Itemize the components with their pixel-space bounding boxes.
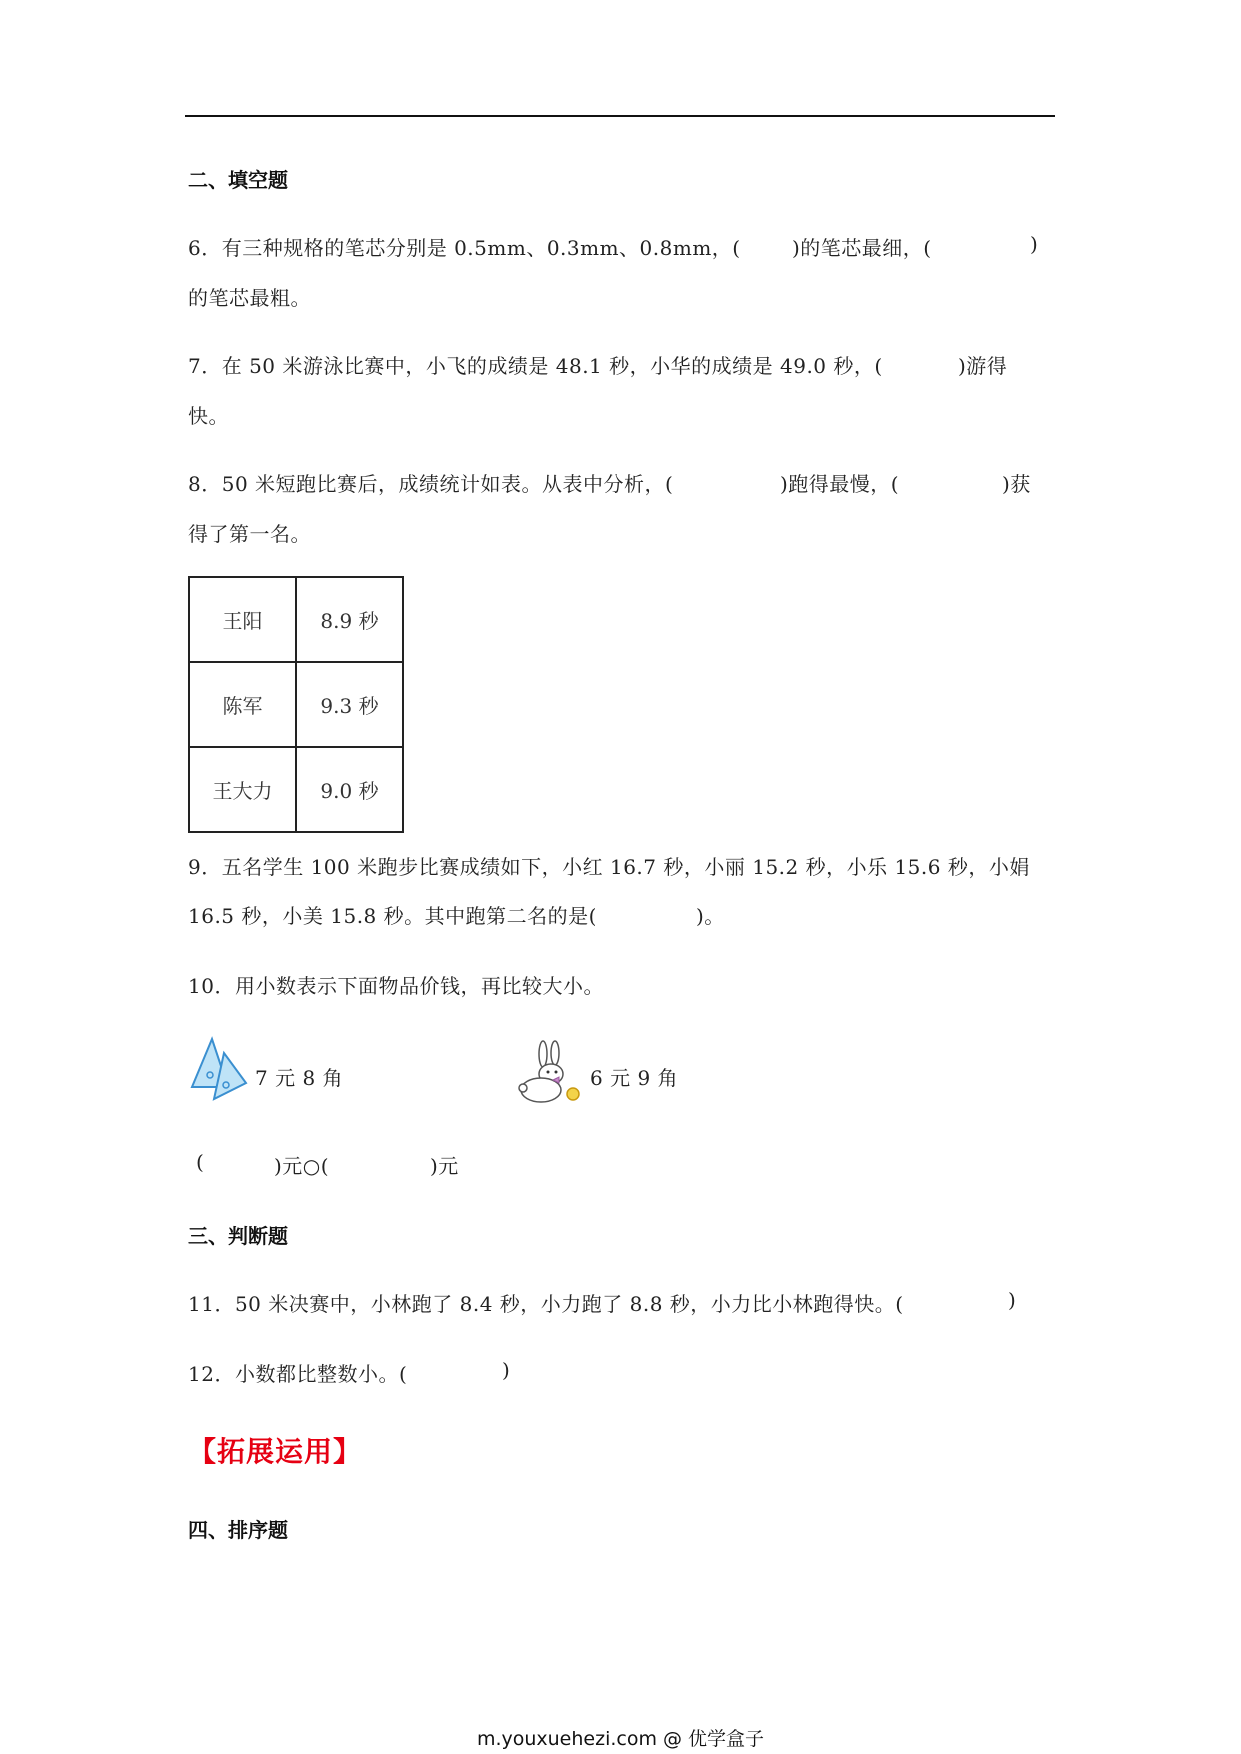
table-cell-time: 9.3 秒 [296,662,403,747]
table-row [189,662,403,747]
table-cell-name: 王阳 [189,577,296,662]
table-cell-name: 陈军 [189,662,296,747]
q10-line1: 10．用小数表示下面物品价钱，再比较大小。 [188,974,604,998]
q9-line2-part2: )。 [696,904,725,928]
section-extend-title: 【拓展运用】 [188,1435,363,1468]
q7-line1-part2: )游得 [958,354,1008,378]
q8-score-table [188,576,404,833]
q6-line1-part1: 6．有三种规格的笔芯分别是 0.5mm、0.3mm、0.8mm，( [188,236,741,260]
q8-line1-part1: 8．50 米短跑比赛后，成绩统计如表。从表中分析，( [188,472,674,496]
rabbit-toy-icon [515,1040,587,1106]
q8-line1-part3: )获 [1002,472,1031,496]
table-row [189,577,403,662]
q10-answer-part1: ( [196,1150,205,1174]
q7-line2: 快。 [188,404,229,428]
table-cell-time: 8.9 秒 [296,577,403,662]
q11-text: 11．50 米决赛中，小林跑了 8.4 秒，小力跑了 8.8 秒，小力比小林跑得快。( [188,1292,904,1316]
section-fill-blank-title: 二、填空题 [188,168,288,192]
q9-line2-part1: 16.5 秒，小美 15.8 秒。其中跑第二名的是( [188,904,597,928]
set-square-icon [190,1035,250,1101]
section-judge-title: 三、判断题 [188,1224,288,1248]
q10-answer-part3: )元 [430,1154,459,1178]
q8-line1-part2: )跑得最慢，( [780,472,900,496]
q11-text-close: ) [1008,1288,1017,1312]
table-cell-name: 王大力 [189,747,296,832]
q10-answer-part2: )元○( [274,1154,330,1178]
q6-line2: 的笔芯最粗。 [188,286,311,310]
table-row [189,747,403,832]
q6-line1-part2: )的笔芯最细，( [792,236,932,260]
section-sort-title: 四、排序题 [188,1518,288,1542]
q10-item1-price: 7 元 8 角 [255,1066,344,1090]
header-rule [185,115,1055,117]
table-cell-time: 9.0 秒 [296,747,403,832]
footer-watermark: m.youxuehezi.com @ 优学盒子 [476,1728,765,1750]
q10-item2-price: 6 元 9 角 [590,1066,679,1090]
q12-text: 12．小数都比整数小。( [188,1362,408,1386]
q12-text-close: ) [502,1358,511,1382]
q7-line1-part1: 7．在 50 米游泳比赛中，小飞的成绩是 48.1 秒，小华的成绩是 49.0 秒，( [188,354,883,378]
q8-line2: 得了第一名。 [188,522,311,546]
q9-line1: 9．五名学生 100 米跑步比赛成绩如下，小红 16.7 秒，小丽 15.2 秒，小乐 15.6 秒，小娟 [188,855,1030,879]
q6-line1-part3: ) [1030,232,1039,256]
